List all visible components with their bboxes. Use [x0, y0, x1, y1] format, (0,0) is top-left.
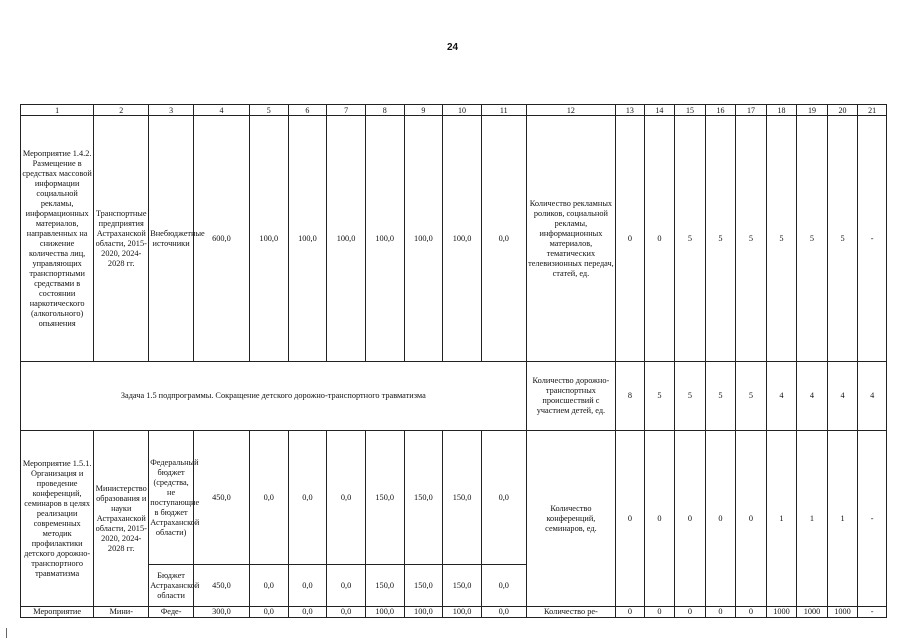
- value-cell: 0,0: [327, 431, 366, 565]
- indicator-cell: Количество дорожно-транспортных происшествий с участием детей, ед.: [526, 362, 616, 431]
- target-cell: 0: [675, 607, 706, 618]
- target-cell: 4: [766, 362, 797, 431]
- header-cell: 18: [766, 105, 797, 116]
- source-cell: Феде-: [149, 607, 194, 618]
- target-cell: 0: [616, 116, 644, 362]
- target-cell: 1: [797, 431, 828, 607]
- executor-cell: Транспортные предприятия Астраханской области, 2015-2020, 2024-2028 гг.: [94, 116, 149, 362]
- header-cell: 8: [365, 105, 404, 116]
- source-cell: Федеральный бюджет (средства, не поступающие в бюджет Астраханской области): [149, 431, 194, 565]
- header-cell: 4: [193, 105, 249, 116]
- header-cell: 16: [705, 105, 736, 116]
- value-cell: 150,0: [365, 431, 404, 565]
- target-cell: 8: [616, 362, 644, 431]
- header-cell: 19: [797, 105, 828, 116]
- measure-cell: Мероприятие: [21, 607, 94, 618]
- table-row-next-measure: [21, 607, 887, 618]
- target-cell: 0: [616, 607, 644, 618]
- value-cell: 150,0: [365, 565, 404, 607]
- value-cell: 0,0: [481, 607, 526, 618]
- source-cell: Бюджет Астраханской области: [149, 565, 194, 607]
- header-row: [21, 105, 887, 116]
- target-cell: 1000: [827, 607, 858, 618]
- header-cell: 7: [327, 105, 366, 116]
- table-row-measure-1-5-1: [21, 431, 887, 565]
- measure-cell: Мероприятие 1.5.1. Организация и проведение конференций, семинаров в целях реализации современных методик профилактики детского дорожно-транспортного травматизма: [21, 431, 94, 607]
- header-cell: 17: [736, 105, 767, 116]
- executor-cell: Министерство образования и науки Астраханской области, 2015-2020, 2024-2028 гг.: [94, 431, 149, 607]
- target-cell: 1000: [797, 607, 828, 618]
- header-cell: 14: [644, 105, 675, 116]
- header-cell: 11: [481, 105, 526, 116]
- value-cell: 100,0: [365, 607, 404, 618]
- value-cell: 600,0: [193, 116, 249, 362]
- target-cell: 0: [705, 607, 736, 618]
- target-cell: 0: [616, 431, 644, 607]
- value-cell: 100,0: [249, 116, 288, 362]
- value-cell: 0,0: [249, 431, 288, 565]
- table-row-task-1-5: [21, 362, 887, 431]
- header-cell: 15: [675, 105, 706, 116]
- target-cell: 5: [705, 116, 736, 362]
- header-cell: 3: [149, 105, 194, 116]
- measure-cell: Мероприятие 1.4.2. Размещение в средствах массовой информации социальной рекламы, информационных материалов, направленных на снижение количества лиц, управляющих транспортными средствами в состоянии наркотического (алкогольного) опьянения: [21, 116, 94, 362]
- target-cell: 4: [827, 362, 858, 431]
- target-cell: 5: [827, 116, 858, 362]
- value-cell: 0,0: [288, 431, 327, 565]
- table-row-measure-1-4-2: [21, 116, 887, 362]
- target-cell: 5: [644, 362, 675, 431]
- value-cell: 150,0: [404, 431, 443, 565]
- source-cell: Внебюджетные источники: [149, 116, 194, 362]
- indicator-cell: Количество конференций, семинаров, ед.: [526, 431, 616, 607]
- target-cell: 0: [705, 431, 736, 607]
- value-cell: 150,0: [443, 565, 482, 607]
- target-cell: 0: [644, 607, 675, 618]
- value-cell: 100,0: [404, 116, 443, 362]
- target-cell: 4: [797, 362, 828, 431]
- indicator-cell: Количество рекламных роликов, социальной рекламы, информационных материалов, тематических телевизионных передач, статей, ед.: [526, 116, 616, 362]
- value-cell: 0,0: [249, 565, 288, 607]
- value-cell: 450,0: [193, 565, 249, 607]
- indicator-cell: Количество ре-: [526, 607, 616, 618]
- target-cell: 0: [644, 116, 675, 362]
- header-cell: 13: [616, 105, 644, 116]
- value-cell: 100,0: [443, 607, 482, 618]
- value-cell: 0,0: [249, 607, 288, 618]
- target-cell: 0: [675, 431, 706, 607]
- executor-cell: Мини-: [94, 607, 149, 618]
- target-cell: 0: [736, 607, 767, 618]
- value-cell: 300,0: [193, 607, 249, 618]
- value-cell: 450,0: [193, 431, 249, 565]
- target-cell: 5: [736, 362, 767, 431]
- header-cell: 5: [249, 105, 288, 116]
- target-cell: -: [858, 431, 887, 607]
- target-cell: 5: [766, 116, 797, 362]
- target-cell: 5: [797, 116, 828, 362]
- value-cell: 0,0: [327, 565, 366, 607]
- header-cell: 10: [443, 105, 482, 116]
- target-cell: -: [858, 607, 887, 618]
- target-cell: 5: [736, 116, 767, 362]
- value-cell: 0,0: [481, 565, 526, 607]
- header-cell: 9: [404, 105, 443, 116]
- target-cell: 5: [675, 362, 706, 431]
- value-cell: 0,0: [481, 431, 526, 565]
- value-cell: 150,0: [443, 431, 482, 565]
- header-cell: 6: [288, 105, 327, 116]
- target-cell: 0: [644, 431, 675, 607]
- value-cell: 0,0: [481, 116, 526, 362]
- program-table: [20, 104, 887, 618]
- target-cell: 1: [766, 431, 797, 607]
- value-cell: 0,0: [327, 607, 366, 618]
- header-cell: 21: [858, 105, 887, 116]
- target-cell: 0: [736, 431, 767, 607]
- page-number: 24: [446, 42, 459, 53]
- value-cell: 100,0: [365, 116, 404, 362]
- header-cell: 2: [94, 105, 149, 116]
- target-cell: 1: [827, 431, 858, 607]
- value-cell: 0,0: [288, 607, 327, 618]
- target-cell: -: [858, 116, 887, 362]
- value-cell: 100,0: [443, 116, 482, 362]
- scan-margin-mark: [6, 628, 7, 638]
- target-cell: 5: [705, 362, 736, 431]
- value-cell: 100,0: [327, 116, 366, 362]
- header-cell: 20: [827, 105, 858, 116]
- target-cell: 4: [858, 362, 887, 431]
- header-cell: 12: [526, 105, 616, 116]
- value-cell: 150,0: [404, 565, 443, 607]
- target-cell: 1000: [766, 607, 797, 618]
- target-cell: 5: [675, 116, 706, 362]
- value-cell: 100,0: [288, 116, 327, 362]
- header-cell: 1: [21, 105, 94, 116]
- value-cell: 0,0: [288, 565, 327, 607]
- task-cell: Задача 1.5 подпрограммы. Сокращение детского дорожно-транспортного травматизма: [21, 362, 527, 431]
- value-cell: 100,0: [404, 607, 443, 618]
